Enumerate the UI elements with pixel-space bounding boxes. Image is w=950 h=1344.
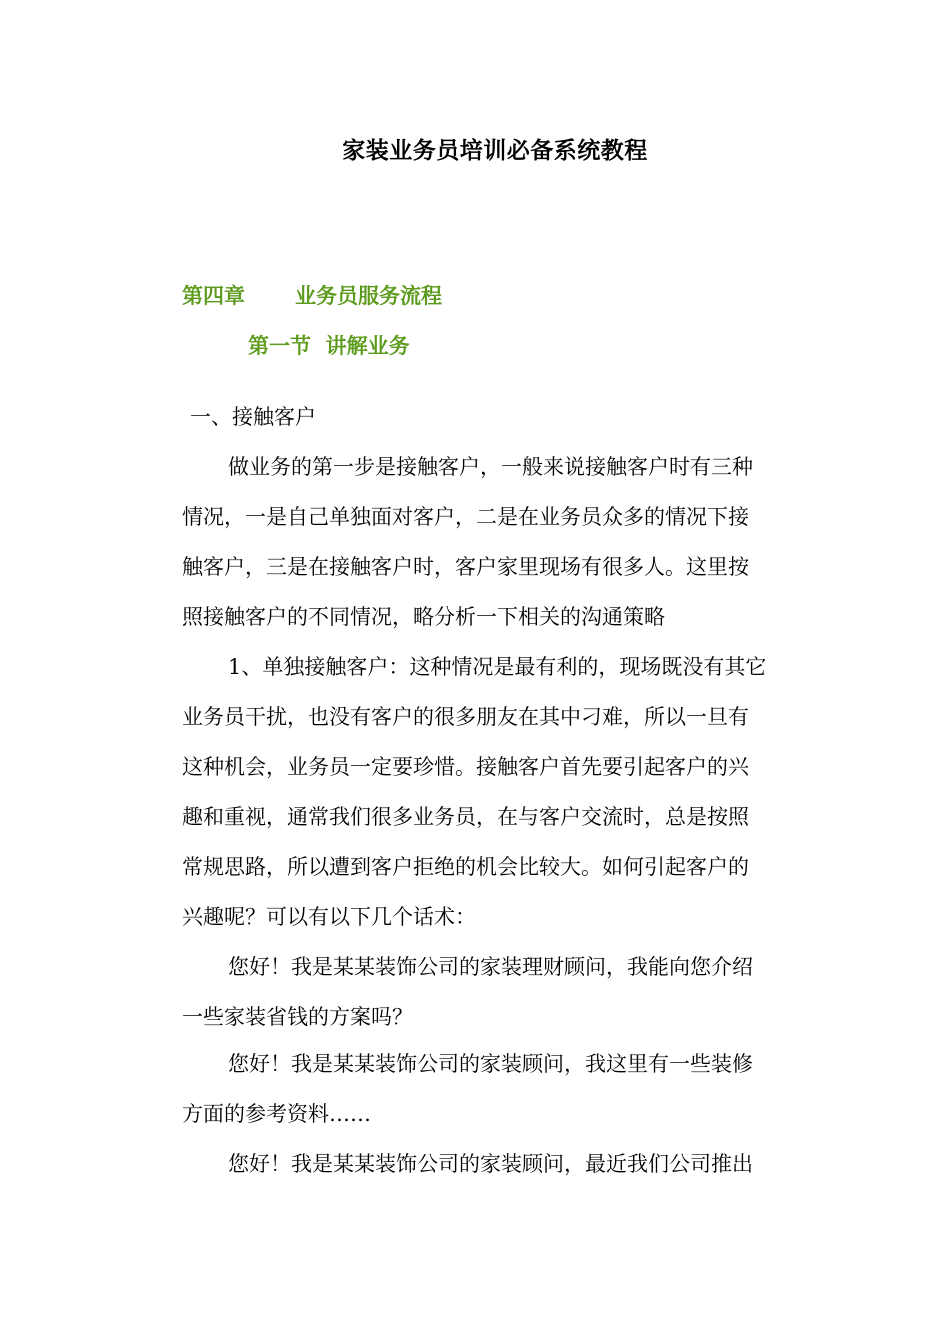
chapter-number: 第四章 — [182, 284, 245, 308]
paragraph-line: 业务员干扰，也没有客户的很多朋友在其中刁难，所以一旦有 — [182, 705, 749, 729]
paragraph-line: 做业务的第一步是接触客户，一般来说接触客户时有三种 — [228, 455, 753, 479]
paragraph-3 — [182, 942, 792, 1042]
paragraph-line: 一些家装省钱的方案吗？ — [182, 1005, 413, 1029]
paragraph-5 — [182, 1139, 792, 1189]
paragraph-line: 照接触客户的不同情况，略分析一下相关的沟通策略 — [182, 605, 665, 629]
chapter-name: 业务员服务流程 — [295, 284, 442, 308]
paragraph-2 — [182, 642, 792, 942]
paragraph-line: 1、单独接触客户：这种情况是最有利的，现场既没有其它 — [228, 655, 767, 679]
chapter-heading — [182, 280, 442, 312]
paragraph-line: 触客户，三是在接触客户时，客户家里现场有很多人。这里按 — [182, 555, 749, 579]
paragraph-line: 方面的参考资料…… — [182, 1102, 371, 1126]
paragraph-line: 情况，一是自己单独面对客户，二是在业务员众多的情况下接 — [182, 505, 749, 529]
paragraph-line: 您好！我是某某装饰公司的家装顾问，我这里有一些装修 — [228, 1052, 753, 1076]
paragraph-line: 常规思路，所以遭到客户拒绝的机会比较大。如何引起客户的 — [182, 855, 749, 879]
paragraph-1 — [182, 442, 792, 642]
subheading-contact-customer: 一、接触客户 — [190, 405, 316, 429]
paragraph-4 — [182, 1039, 792, 1139]
paragraph-line: 趣和重视，通常我们很多业务员，在与客户交流时，总是按照 — [182, 805, 749, 829]
paragraph-line: 这种机会，业务员一定要珍惜。接触客户首先要引起客户的兴 — [182, 755, 749, 779]
section-heading: 第一节 讲解业务 — [248, 334, 410, 358]
paragraph-line: 您好！我是某某装饰公司的家装顾问，最近我们公司推出 — [228, 1152, 753, 1176]
paragraph-line: 您好！我是某某装饰公司的家装理财顾问，我能向您介绍 — [228, 955, 753, 979]
document-title: 家装业务员培训必备系统教程 — [342, 138, 648, 164]
paragraph-line: 兴趣呢？可以有以下几个话术： — [182, 905, 476, 929]
